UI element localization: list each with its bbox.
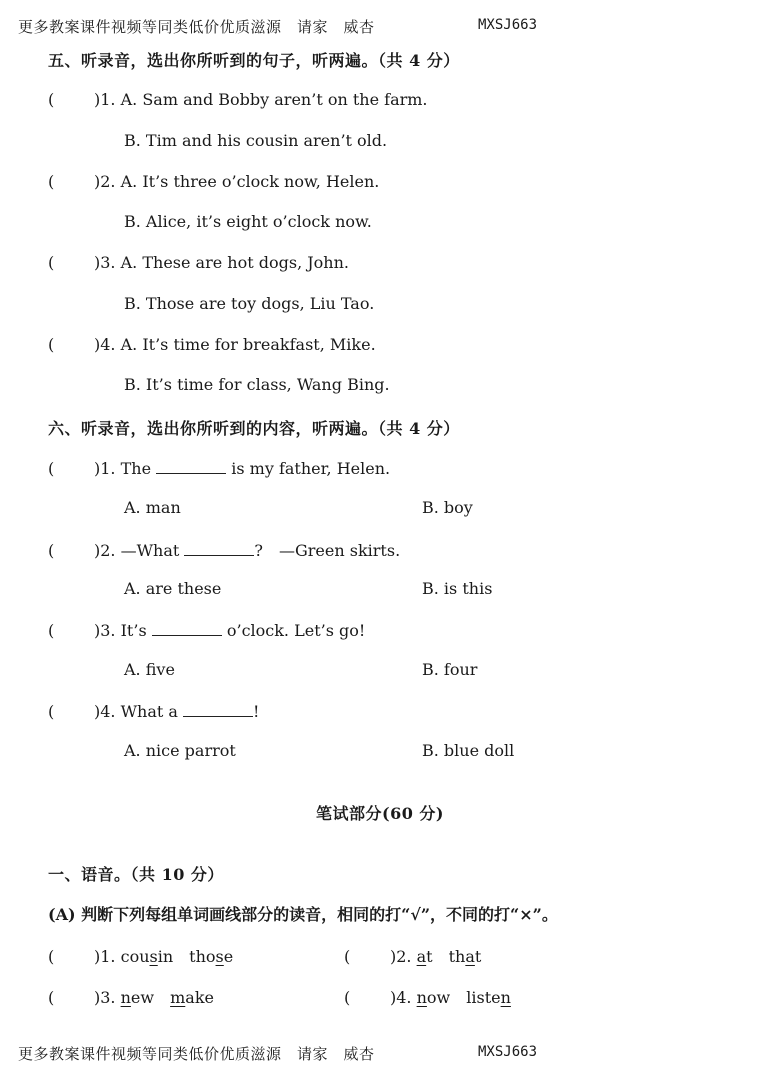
- s6-q3: ( )3. It’s o’clock. Let’s go!: [48, 621, 366, 640]
- s5-q1-b: B. Tim and his cousin aren’t old.: [124, 131, 388, 150]
- part1-title: 一、语音。（共 10 分）: [48, 865, 224, 884]
- answer-blank[interactable]: [152, 619, 222, 636]
- p1-q3: ( )3. new make: [48, 988, 214, 1007]
- header-code: MXSJ663: [478, 17, 538, 33]
- word: those: [189, 947, 234, 966]
- s6-q1-b: B. boy: [422, 498, 473, 517]
- answer-blank[interactable]: [184, 539, 254, 556]
- s5-q4-b: B. It’s time for class, Wang Bing.: [124, 375, 390, 394]
- s6-q1: ( )1. The is my father, Helen.: [48, 459, 391, 478]
- s6-q1-a: A. man: [124, 498, 181, 517]
- s6-q4-b: B. blue doll: [422, 741, 515, 760]
- word: at: [416, 947, 433, 966]
- s6-q2-b: B. is this: [422, 579, 493, 598]
- section6-title: 六、听录音，选出你所听到的内容，听两遍。（共 4 分）: [48, 419, 460, 438]
- footer-promo: 更多教案课件视频等同类低价优质滋源 请家 威杏: [18, 1045, 375, 1063]
- s6-q2: ( )2. —What ? —Green skirts.: [48, 541, 401, 560]
- word: new: [120, 988, 155, 1007]
- word: cousin: [120, 947, 174, 966]
- s6-q2-a: A. are these: [124, 579, 222, 598]
- s6-q4-a: A. nice parrot: [124, 741, 236, 760]
- word: make: [170, 988, 214, 1007]
- p1-q2: ( )2. at that: [344, 947, 482, 966]
- word: now: [416, 988, 451, 1007]
- s5-q4: ( )4. A. It’s time for breakfast, Mike.: [48, 335, 376, 354]
- s5-q2-b: B. Alice, it’s eight o’clock now.: [124, 212, 372, 231]
- s6-q3-a: A. five: [124, 660, 175, 679]
- s5-q1: ( )1. A. Sam and Bobby aren’t on the farm.: [48, 90, 428, 109]
- word: listen: [466, 988, 511, 1007]
- s6-q4: ( )4. What a !: [48, 702, 260, 721]
- part1-subA: (A) 判断下列每组单词画线部分的读音，相同的打“√”，不同的打“×”。: [48, 905, 558, 924]
- s5-q3-b: B. Those are toy dogs, Liu Tao.: [124, 294, 375, 313]
- answer-blank[interactable]: [183, 700, 253, 717]
- p1-q4: ( )4. now listen: [344, 988, 511, 1007]
- p1-q1: ( )1. cousin those: [48, 947, 234, 966]
- word: that: [448, 947, 482, 966]
- s6-q3-b: B. four: [422, 660, 478, 679]
- written-part-title: 笔试部分(60 分): [316, 804, 444, 823]
- s5-q2: ( )2. A. It’s three o’clock now, Helen.: [48, 172, 380, 191]
- s5-q3: ( )3. A. These are hot dogs, John.: [48, 253, 349, 272]
- header-promo: 更多教案课件视频等同类低价优质滋源 请家 威杏: [18, 18, 375, 36]
- section5-title: 五、听录音，选出你所听到的句子，听两遍。（共 4 分）: [48, 51, 460, 70]
- answer-blank[interactable]: [156, 457, 226, 474]
- footer-code: MXSJ663: [478, 1044, 538, 1060]
